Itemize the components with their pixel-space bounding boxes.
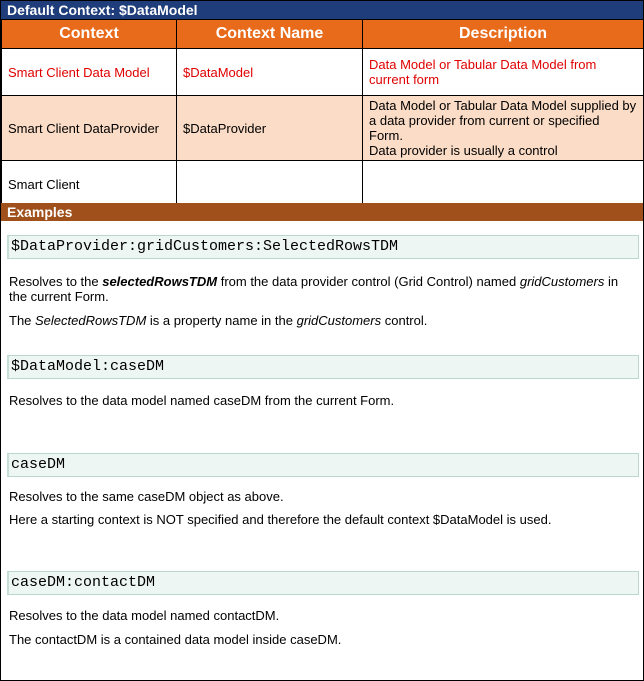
code-example: $DataProvider:gridCustomers:SelectedRowsTDM bbox=[7, 235, 639, 259]
cell-context: Smart Client bbox=[2, 161, 177, 208]
table-row bbox=[2, 96, 644, 161]
example-description: Resolves to the data model named caseDM from the current Form. bbox=[9, 393, 395, 408]
text-run: Resolves to the bbox=[9, 274, 103, 289]
cell-description bbox=[363, 161, 644, 208]
code-example: caseDM:contactDM bbox=[7, 571, 639, 595]
code-example: caseDM bbox=[7, 453, 639, 477]
text-run: The bbox=[9, 313, 36, 328]
cell-description: Data Model or Tabular Data Model from current form bbox=[363, 49, 644, 96]
cell-context-name: $DataProvider bbox=[177, 96, 363, 161]
text-run: is a property name in the bbox=[146, 313, 297, 328]
text-run: in the current Form. bbox=[9, 274, 619, 304]
header-description: Description bbox=[363, 20, 644, 49]
context-table bbox=[1, 19, 644, 208]
table-header-row bbox=[2, 20, 644, 49]
example-description: Resolves to the data model named contactDM. bbox=[9, 608, 280, 623]
table-row bbox=[2, 49, 644, 96]
text-run: gridCustomers bbox=[519, 274, 605, 289]
example-description: Here a starting context is NOT specified and therefore the default context $DataModel is used. bbox=[9, 512, 552, 527]
description-line: Data Model or Tabular Data Model supplied by a data provider from current or specified Form. bbox=[369, 98, 637, 143]
cell-context-name: $DataModel bbox=[177, 49, 363, 96]
description-line: Data provider is usually a control bbox=[369, 143, 558, 158]
cell-context-name bbox=[177, 161, 363, 208]
cell-context: Smart Client DataProvider bbox=[2, 96, 177, 161]
example-description: The contactDM is a contained data model inside caseDM. bbox=[9, 632, 342, 647]
example-description bbox=[9, 274, 635, 304]
text-run: SelectedRowsTDM bbox=[35, 313, 147, 328]
section-title: Default Context: $DataModel bbox=[1, 1, 643, 19]
header-context: Context bbox=[2, 20, 177, 49]
code-example: $DataModel:caseDM bbox=[7, 355, 639, 379]
text-run: selectedRowsTDM bbox=[102, 274, 218, 289]
example-description: Resolves to the same caseDM object as above. bbox=[9, 489, 284, 504]
cell-context: Smart Client Data Model bbox=[2, 49, 177, 96]
cell-description bbox=[363, 96, 644, 161]
example-description bbox=[9, 313, 635, 328]
text-run: gridCustomers bbox=[296, 313, 382, 328]
text-run: from the data provider control (Grid Control) named bbox=[217, 274, 520, 289]
examples-header: Examples bbox=[1, 203, 643, 221]
table-row bbox=[2, 161, 644, 208]
header-context-name: Context Name bbox=[177, 20, 363, 49]
text-run: control. bbox=[381, 313, 428, 328]
